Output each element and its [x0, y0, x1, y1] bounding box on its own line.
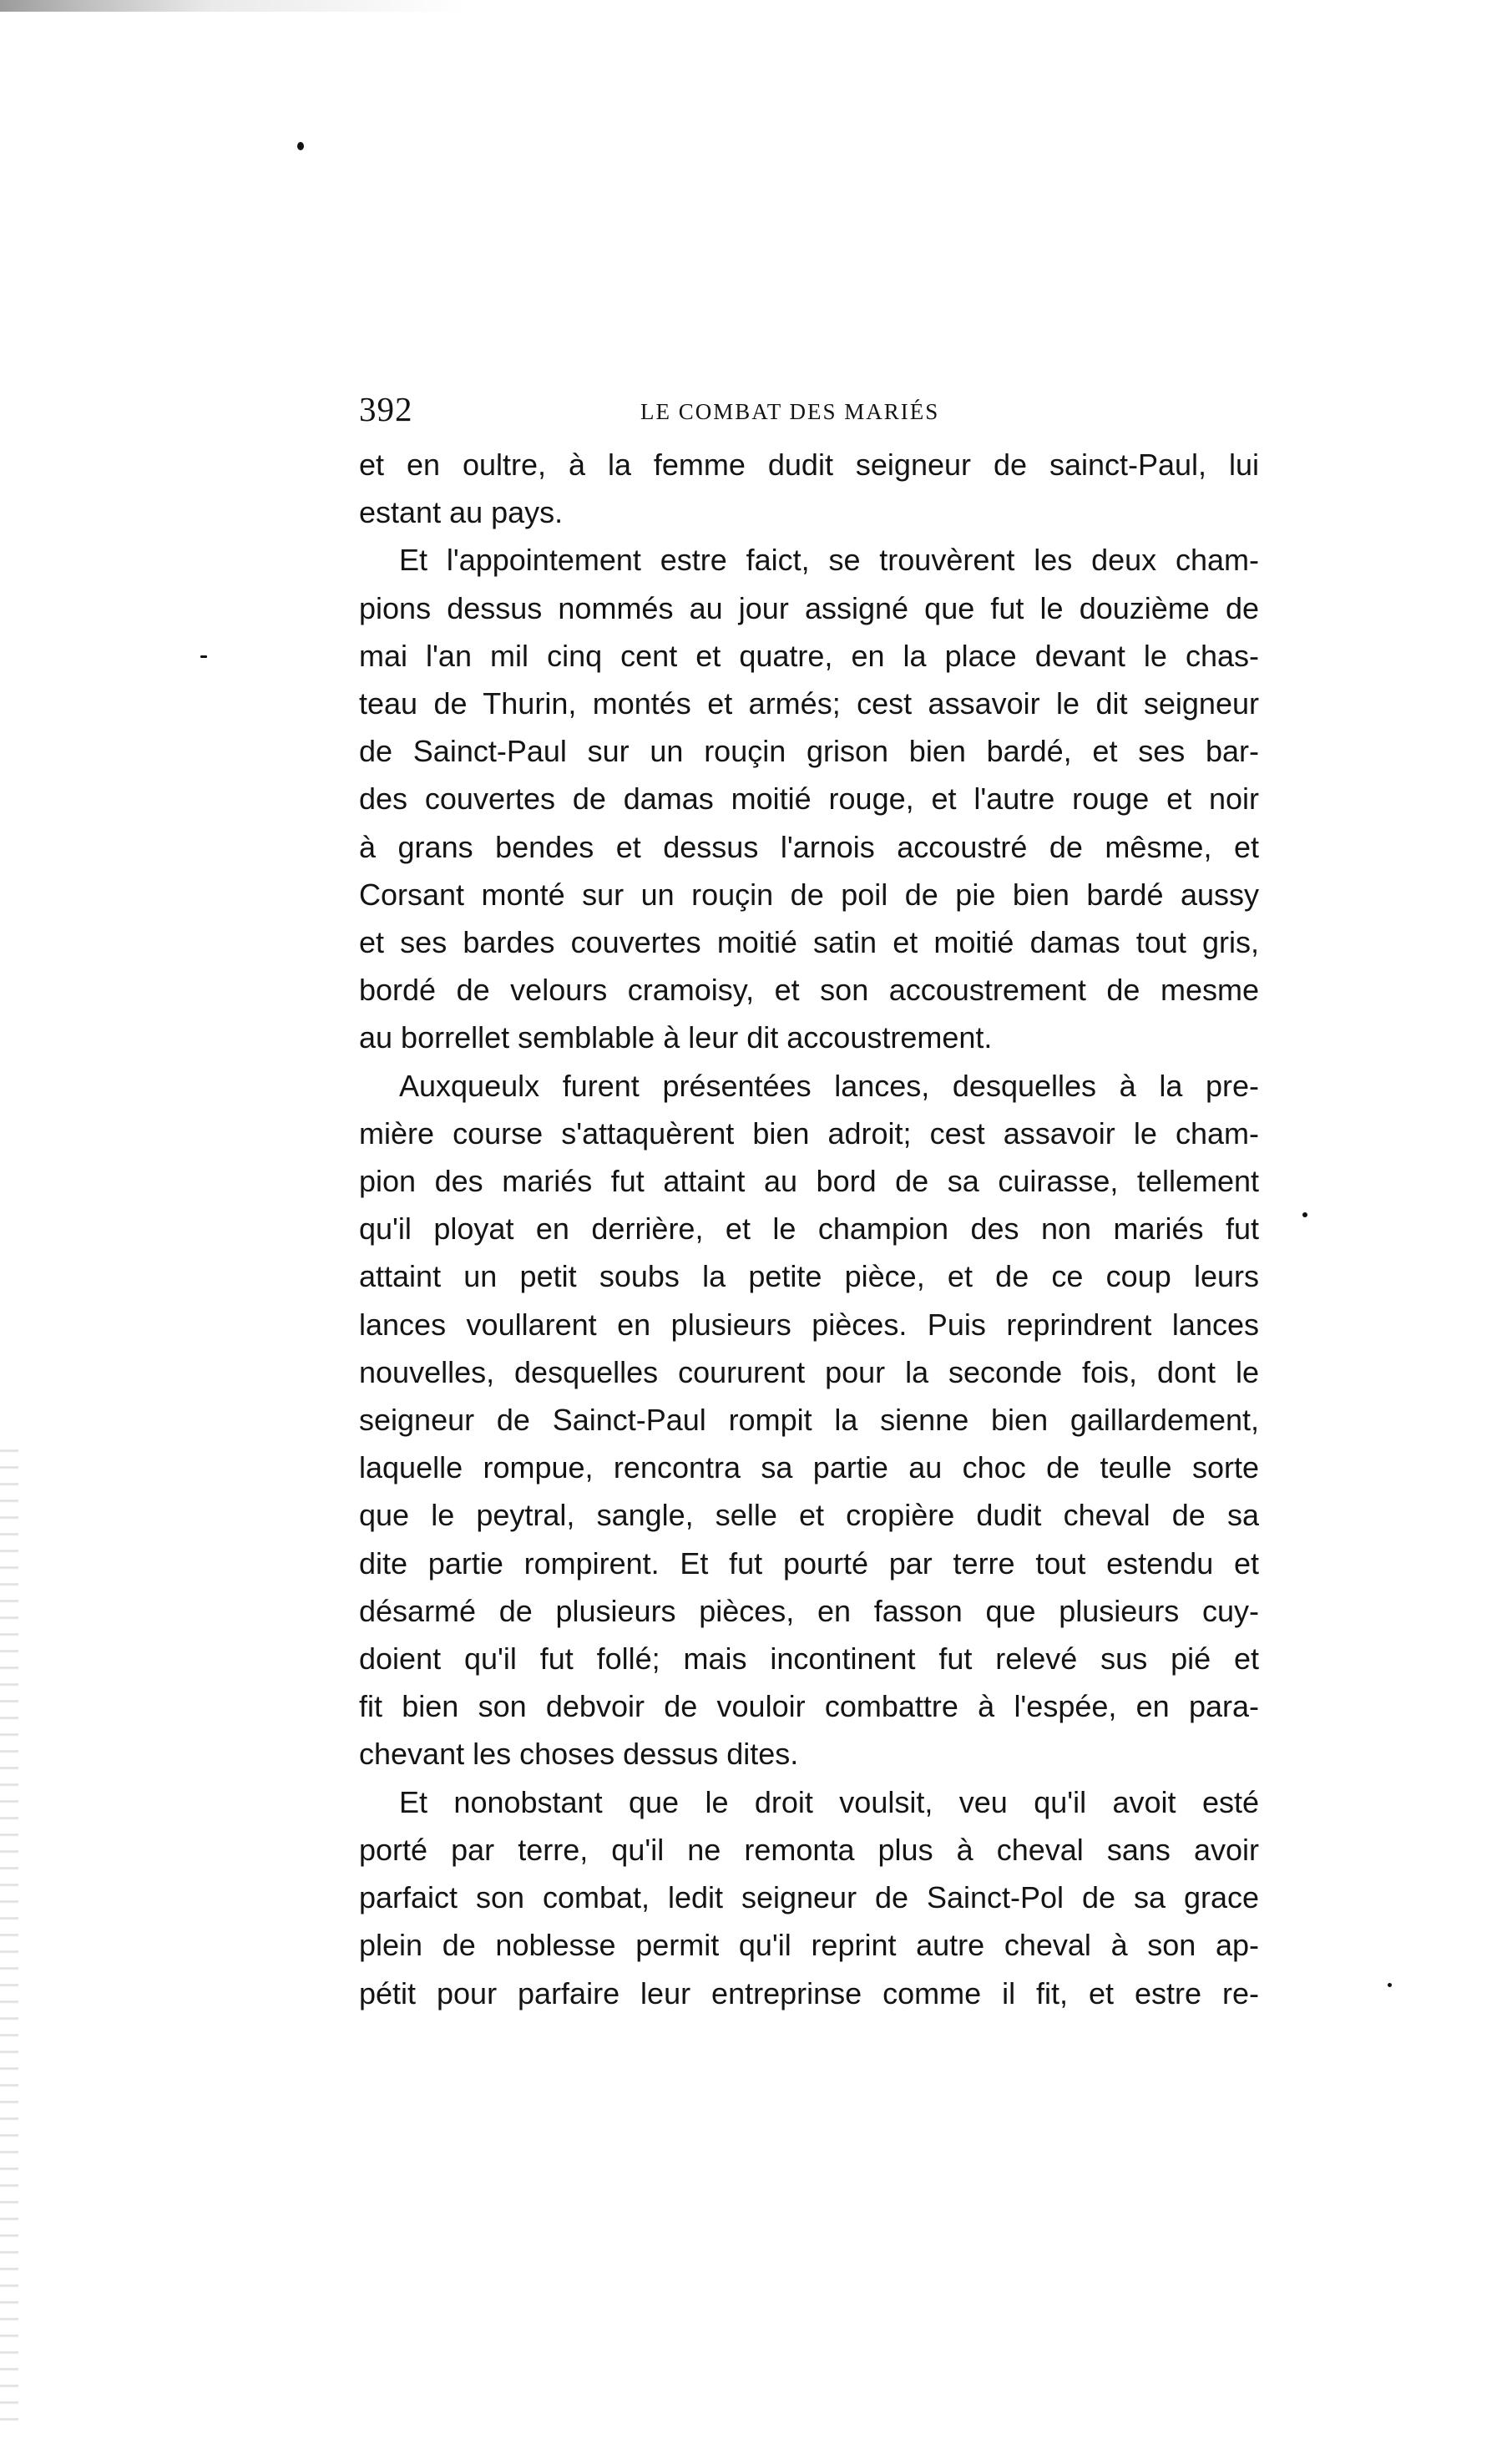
text-line: qu'il ployat en derrière, et le champion des non mariés fut: [359, 1211, 1259, 1247]
running-header: [359, 389, 1261, 432]
text-line: attaint un petit soubs la petite pièce, et de ce coup leurs: [359, 1259, 1259, 1294]
text-line: Auxqueulx furent présentées lances, desquelles à la pre-: [399, 1068, 1259, 1103]
running-title: LE COMBAT DES MARIÉS: [640, 399, 940, 424]
text-line: que le peytral, sangle, selle et cropière dudit cheval de sa: [359, 1498, 1259, 1533]
text-line: doient qu'il fut follé; mais incontinent fut relevé sus pié et: [359, 1641, 1259, 1677]
text-line: Corsant monté sur un rouçin de poil de pie bien bardé aussy: [359, 877, 1259, 912]
text-line: de Sainct-Paul sur un rouçin grison bien bardé, et ses bar-: [359, 734, 1259, 769]
ink-speck: [297, 142, 304, 150]
text-line: mai l'an mil cinq cent et quatre, en la place devant le chas-: [359, 638, 1259, 673]
text-line: porté par terre, qu'il ne remonta plus à cheval sans avoir: [359, 1832, 1259, 1867]
text-line: Et nonobstant que le droit voulsit, veu qu'il avoit esté: [399, 1784, 1259, 1819]
scan-edge-artifact: [0, 1436, 18, 2421]
text-line: laquelle rompue, rencontra sa partie au choc de teulle sorte: [359, 1450, 1259, 1485]
text-line: chevant les choses dessus dites.: [359, 1737, 799, 1772]
text-line: bordé de velours cramoisy, et son accoustrement de mesme: [359, 973, 1259, 1008]
text-line: plein de noblesse permit qu'il reprint autre cheval à son ap-: [359, 1928, 1259, 1963]
text-line: pions dessus nommés au jour assigné que fut le douzième de: [359, 590, 1259, 625]
ink-speck: [200, 655, 207, 658]
text-line: au borrellet semblable à leur dit accoustrement.: [359, 1020, 993, 1055]
text-line: Et l'appointement estre faict, se trouvèrent les deux cham-: [399, 543, 1259, 578]
text-line: pion des mariés fut attaint au bord de sa cuirasse, tellement: [359, 1164, 1259, 1199]
text-line: parfaict son combat, ledit seigneur de Sainct-Pol de sa grace: [359, 1880, 1259, 1915]
text-line: à grans bendes et dessus l'arnois accoustré de mêsme, et: [359, 829, 1259, 864]
body-text: [359, 441, 1259, 2017]
text-line: des couvertes de damas moitié rouge, et l'autre rouge et noir: [359, 781, 1259, 817]
text-line: désarmé de plusieurs pièces, en fasson que plusieurs cuy-: [359, 1593, 1259, 1628]
text-line: fit bien son debvoir de vouloir combattre à l'espée, en para-: [359, 1689, 1259, 1724]
text-line: pétit pour parfaire leur entreprinse comme il fit, et estre re-: [359, 1975, 1259, 2010]
text-line: et ses bardes couvertes moitié satin et moitié damas tout gris,: [359, 925, 1259, 960]
text-line: seigneur de Sainct-Paul rompit la sienne bien gaillardement,: [359, 1403, 1259, 1438]
scan-edge-artifact: [0, 0, 468, 12]
page-number: 392: [359, 390, 413, 428]
ink-speck: [1388, 1983, 1392, 1987]
ink-speck: [1302, 1212, 1307, 1217]
text-line: estant au pays.: [359, 495, 564, 530]
text-line: et en oultre, à la femme dudit seigneur de sainct-Paul, lui: [359, 448, 1259, 482]
text-line: nouvelles, desquelles coururent pour la seconde fois, dont le: [359, 1354, 1259, 1389]
text-line: mière course s'attaquèrent bien adroit; cest assavoir le cham-: [359, 1115, 1259, 1151]
text-line: lances voullarent en plusieurs pièces. Puis reprindrent lances: [359, 1307, 1259, 1342]
text-line: dite partie rompirent. Et fut pourté par terre tout estendu et: [359, 1545, 1259, 1581]
text-line: teau de Thurin, montés et armés; cest assavoir le dit seigneur: [359, 686, 1259, 721]
